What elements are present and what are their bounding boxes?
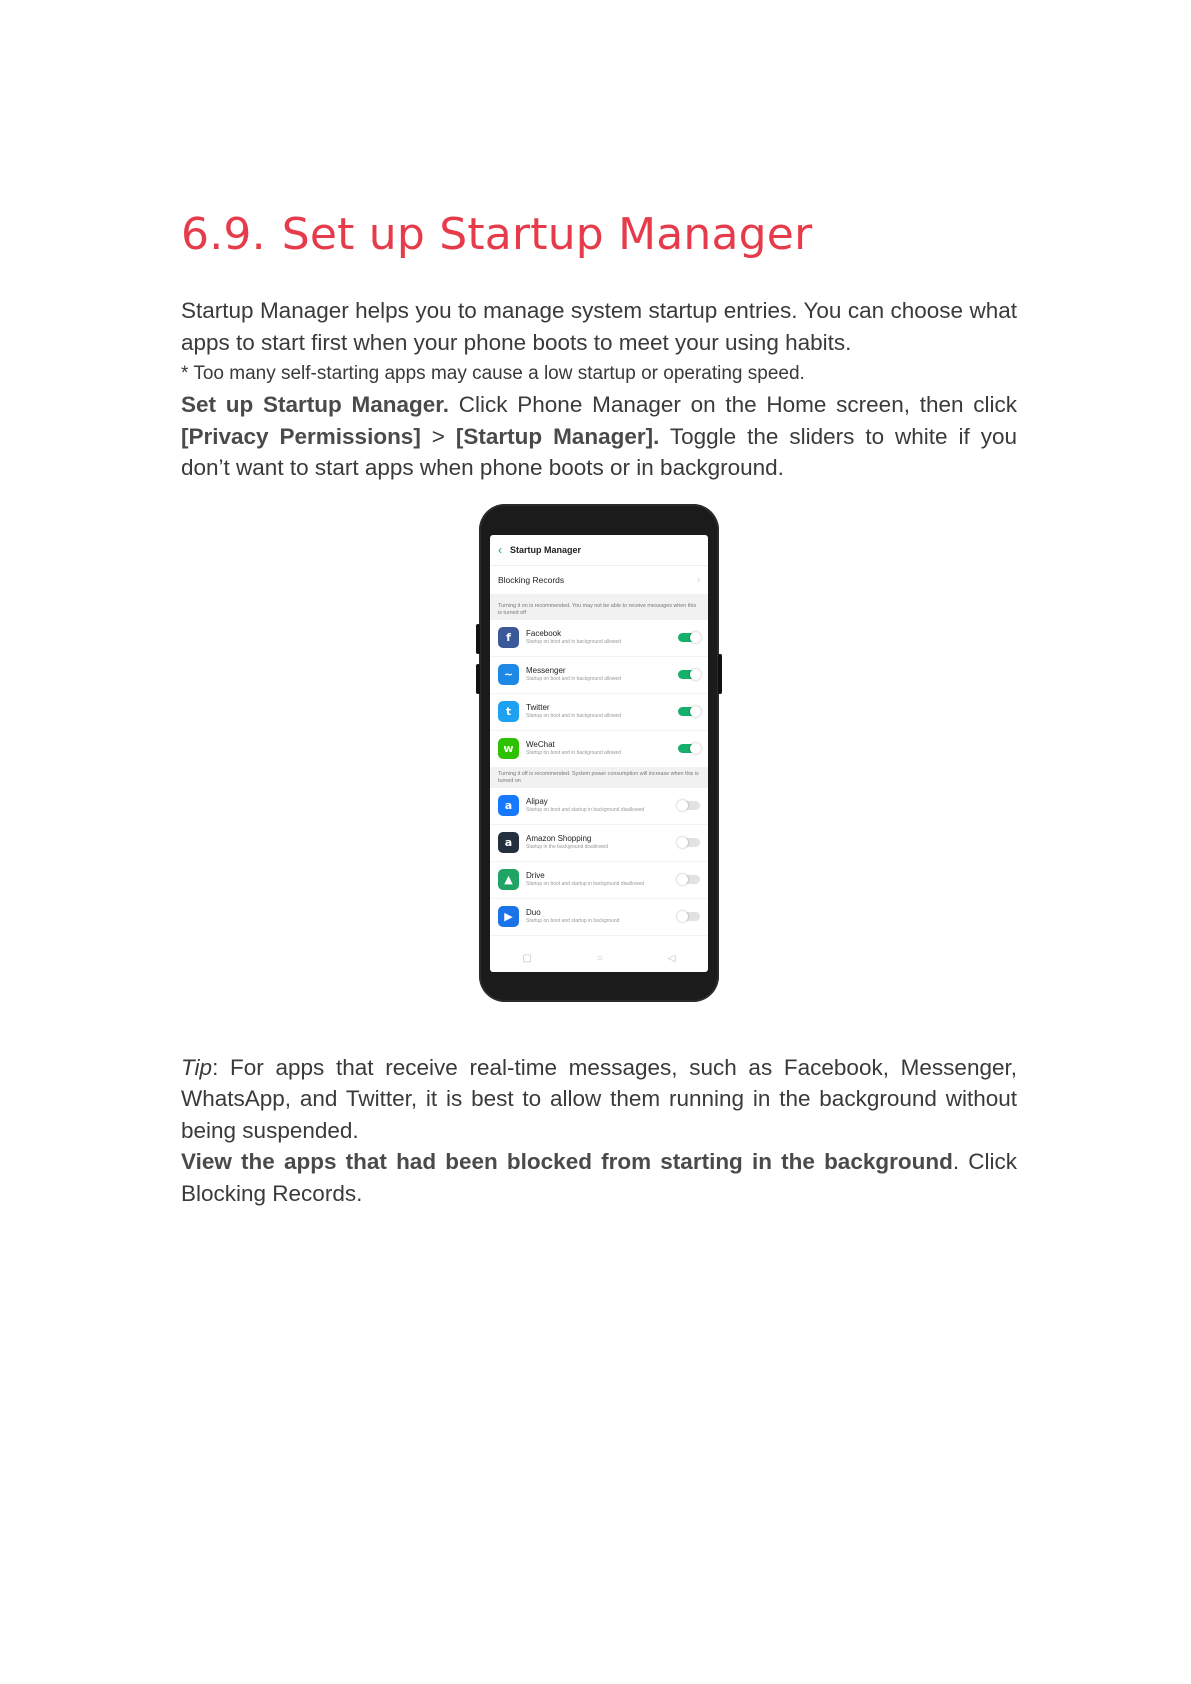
phone-figure [181,494,1017,1034]
app-name: Messenger [526,665,566,675]
app-text [526,666,678,684]
path-separator: > [420,423,456,449]
toggle-knob [677,800,688,811]
startup-manager-path: [Startup Manager]. [455,423,660,449]
power-button [718,654,722,694]
app-name: WeChat [526,739,555,749]
app-icon: a [498,795,519,816]
recent-apps-icon[interactable]: ▢ [522,953,532,964]
section-heading [181,205,1017,265]
app-row [490,657,708,694]
view-text: . Click Blocking Records. [181,1149,1017,1206]
chevron-right-icon: › [697,575,700,584]
app-text [526,908,678,926]
startup-toggle[interactable] [678,633,700,642]
view-paragraph [181,1146,1017,1209]
toggle-knob [690,743,701,754]
tip-label: Tip [181,1054,213,1080]
blocking-records-label: Blocking Records [498,574,565,585]
app-row [490,862,708,899]
startup-toggle[interactable] [678,707,700,716]
toggle-knob [690,632,701,643]
app-text [526,871,678,889]
app-status: Startup on boot and in background allowed [526,749,622,756]
view-lead: View the apps that had been blocked from starting in the background [181,1149,953,1174]
setup-text-2: Toggle the sliders to white if you don’t want to start apps when phone boots or in background. [181,423,1017,480]
tip-text: : For apps that receive real-time messages, such as Facebook, Messenger, WhatsApp, and Twitter, it is best to allow them running in the background without being suspended. [181,1054,1017,1143]
startup-toggle[interactable] [678,912,700,921]
app-text [526,629,678,647]
volume-button [476,624,480,654]
app-name: Amazon Shopping [526,833,592,843]
tip-paragraph [181,1052,1017,1147]
setup-lead: Set up Startup Manager. [181,392,450,417]
app-row [490,899,708,936]
app-status: Startup on boot and startup in background [526,917,620,924]
startup-toggle[interactable] [678,838,700,847]
disallowed-apps-list [490,788,708,936]
app-row [490,731,708,768]
app-row [490,694,708,731]
startup-toggle[interactable] [678,801,700,810]
back-arrow-icon[interactable]: ‹ [498,542,502,557]
toggle-knob [690,706,701,717]
app-text [526,703,678,721]
section-title: Set up Startup Manager [281,209,813,260]
page-content [181,205,1017,1209]
app-status: Startup on boot and startup in background disallowed [526,806,645,813]
app-name: Alipay [526,796,548,806]
app-status: Startup on boot and in background allowed [526,638,622,645]
toggle-knob [677,874,688,885]
app-name: Drive [526,870,545,880]
section-number: 6.9. [181,209,266,260]
app-name: Twitter [526,702,550,712]
allowed-section-note: Turning it on is recommended. You may not be able to receive messages when this is turned off [490,600,708,620]
allowed-apps-list [490,620,708,768]
startup-toggle[interactable] [678,744,700,753]
blocking-records-item[interactable] [490,566,708,600]
startup-toggle[interactable] [678,670,700,679]
speed-note: * Too many self-starting apps may cause a low startup or operating speed. [181,363,805,384]
phone-screen [490,535,708,972]
toggle-knob [690,669,701,680]
screen-header [490,535,708,566]
startup-toggle[interactable] [678,875,700,884]
app-row [490,788,708,825]
privacy-permissions-path: [Privacy Permissions] [181,423,421,449]
app-icon: a [498,832,519,853]
home-icon[interactable]: ○ [596,953,603,964]
back-icon[interactable]: ◁ [667,953,676,964]
app-icon: f [498,627,519,648]
app-icon: w [498,738,519,759]
app-name: Duo [526,907,541,917]
app-text [526,740,678,758]
phone-mockup [479,504,719,1002]
volume-button [476,664,480,694]
app-row [490,825,708,862]
app-status: Startup on boot and in background allowed [526,675,622,682]
app-status: Startup on boot and in background allowed [526,712,622,719]
setup-text-1: Click Phone Manager on the Home screen, then click [449,392,1017,417]
app-text [526,797,678,815]
app-row [490,620,708,657]
disallowed-section-note: Turning it off is recommended. System power consumption will increase when this is turned on [490,768,708,788]
app-name: Facebook [526,628,562,638]
toggle-knob [677,837,688,848]
toggle-knob [677,911,688,922]
setup-paragraph [181,389,1017,484]
navigation-bar [490,946,708,972]
screen-title: Startup Manager [510,544,582,555]
app-text [526,834,678,852]
app-status: Startup in the background disallowed [526,843,608,850]
app-status: Startup on boot and startup in background disallowed [526,880,645,887]
intro-paragraph: Startup Manager helps you to manage system startup entries. You can choose what apps to start first when your phone boots to meet your using habits. [181,298,1017,355]
app-icon: ▲ [498,869,519,890]
app-icon: ~ [498,664,519,685]
app-icon: ▶ [498,906,519,927]
app-icon: t [498,701,519,722]
